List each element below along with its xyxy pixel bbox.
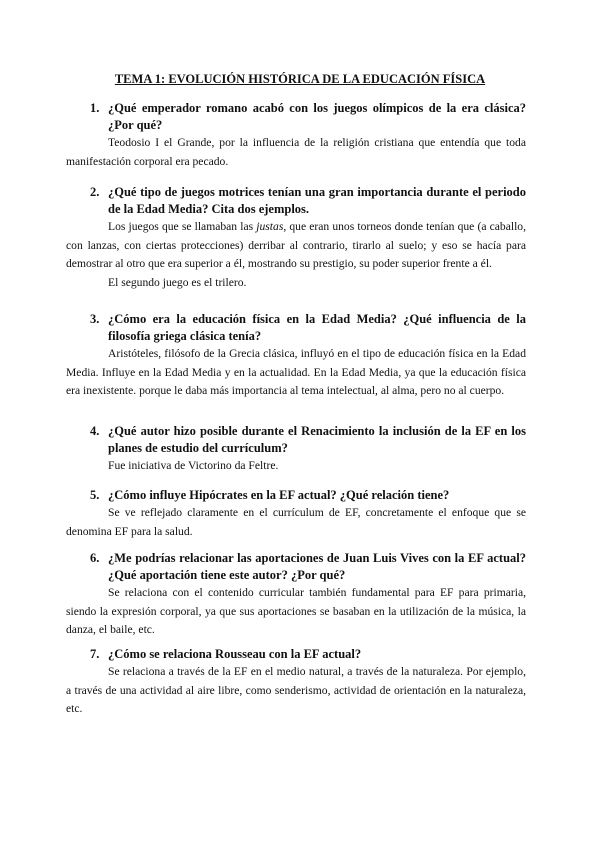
question-number: 4. <box>90 424 100 438</box>
question-block-1 <box>66 100 526 171</box>
question-text: ¿Qué autor hizo posible durante el Renacimiento la inclusión de la EF en los planes de estudio del currículum? <box>108 424 526 455</box>
answer-text: Teodosio I el Grande, por la influencia de la religión cristiana que entendía que toda manifestación corporal era pecado. <box>66 136 526 168</box>
question-block-4 <box>66 423 526 476</box>
question-text: ¿Qué tipo de juegos motrices tenían una gran importancia durante el periodo de la Edad Media? Cita dos ejemplos. <box>108 185 526 216</box>
question-number: 7. <box>90 647 100 661</box>
question-text: ¿Me podrías relacionar las aportaciones de Juan Luis Vives con la EF actual? ¿Qué aportación tiene este autor? ¿Por qué? <box>108 551 526 582</box>
question-number: 2. <box>90 185 100 199</box>
question-block-6 <box>66 550 526 640</box>
question-number: 6. <box>90 551 100 565</box>
question-block-3 <box>66 311 526 401</box>
answer-text-extra: El segundo juego es el trilero. <box>108 275 247 289</box>
answer-emphasis: justas <box>256 220 284 233</box>
answer-text: Se relaciona con el contenido curricular también fundamental para EF para primaria, siendo la expresión corporal, ya que sus aportaciones se basaban en la utilización de la música, la danza, el baile, etc. <box>66 586 526 637</box>
question-number: 5. <box>90 488 100 502</box>
question-block-7 <box>66 646 526 719</box>
question-block-5 <box>66 487 526 541</box>
answer-text-start: Los juegos que se llamaban las <box>108 220 257 233</box>
answer-text-end: , que eran unos torneos donde tenían que (a caballo, con lanzas, con ciertas protecciones) derribar al contrario, tirarlo al suelo; y eso se hacía para demostrar al otro que era superior a él, mostrando su prestigio, su poder superior frente a él. <box>66 220 526 271</box>
answer-text: Se relaciona a través de la EF en el medio natural, a través de la naturaleza. Por ejemplo, a través de una actividad al aire libre, como senderismo, actividad de orientación en la naturaleza, etc. <box>66 665 526 716</box>
question-block-2 <box>66 184 526 292</box>
answer-text: Aristóteles, filósofo de la Grecia clásica, influyó en el tipo de educación física en la Edad Media. Influye en la Edad Media y en la actualidad. En la Edad Media, ya que la educación física era inexistente. porque le daba más importancia al tema intelectual, al alma, pero no al cuerpo. <box>66 347 526 398</box>
answer-text: Fue iniciativa de Victorino da Feltre. <box>108 459 279 472</box>
question-number: 1. <box>90 101 100 115</box>
answer-text: Se ve reflejado claramente en el currículum de EF, concretamente el enfoque que se denomina EF para la salud. <box>66 506 526 538</box>
answer-text <box>66 218 526 274</box>
question-text: ¿Cómo influye Hipócrates en la EF actual? ¿Qué relación tiene? <box>108 488 450 502</box>
document-title: TEMA 1: EVOLUCIÓN HISTÓRICA DE LA EDUCACIÓN FÍSICA <box>114 72 486 86</box>
question-text: ¿Cómo se relaciona Rousseau con la EF actual? <box>108 647 362 661</box>
question-text: ¿Qué emperador romano acabó con los juegos olímpicos de la era clásica? ¿Por qué? <box>108 101 526 132</box>
question-text: ¿Cómo era la educación física en la Edad Media? ¿Qué influencia de la filosofía griega clásica tenía? <box>108 312 526 343</box>
question-number: 3. <box>90 312 100 326</box>
